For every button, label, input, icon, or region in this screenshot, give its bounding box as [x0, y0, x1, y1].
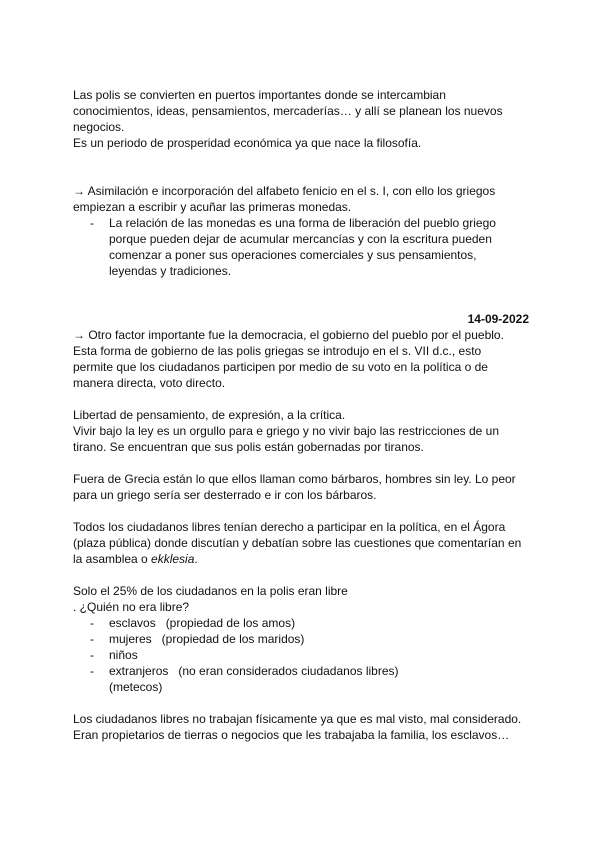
list-item-text: niños [109, 648, 138, 662]
text-line: para un griego sería ser desterrado e ir con los bárbaros. [73, 488, 377, 502]
date-heading: 14-09-2022 [467, 312, 529, 326]
list-item [73, 215, 496, 279]
text-line: porque pueden dejar de acumular mercancías y con la escritura pueden [109, 232, 492, 246]
text-line: → Otro factor importante fue la democracia, el gobierno del pueblo por el pueblo. [73, 328, 504, 342]
text-line: tirano. Se encuentran que sus polis están gobernadas por tiranos. [73, 440, 424, 454]
text-line: Libertad de pensamiento, de expresión, a la crítica. [73, 408, 346, 422]
text-line: conocimientos, ideas, pensamientos, mercaderías… y allí se planean los nuevos [73, 104, 503, 118]
text-line: empiezan a escribir y acuñar las primeras monedas. [73, 200, 352, 214]
text-line: Eran propietarios de tierras o negocios que les trabajaba la familia, los esclavos… [73, 728, 510, 742]
text-line: → Asimilación e incorporación del alfabeto fenicio en el s. I, con ello los griegos [73, 184, 496, 198]
text-fragment: la asamblea o [73, 552, 152, 566]
list-item [73, 663, 399, 695]
text-line: Fuera de Grecia están lo que ellos llaman como bárbaros, hombres sin ley. Lo peor [73, 472, 516, 486]
list-coins [73, 215, 496, 279]
paragraph-freedom [73, 407, 533, 455]
dash-bullet: - [90, 664, 94, 678]
dash-bullet: - [90, 648, 94, 662]
text-line: Vivir bajo la ley es un orgullo para e griego y no vivir bajo las restricciones de un [73, 424, 500, 438]
ekklesia-term: ekklesia [151, 552, 195, 566]
text-line: Los ciudadanos libres no trabajan físicamente ya que es mal visto, mal considerado. [73, 712, 522, 726]
text-line: leyendas y tradiciones. [109, 264, 232, 278]
list-item [73, 647, 399, 663]
dash-bullet: - [90, 216, 94, 230]
text-line: comenzar a poner sus operaciones comerciales y sus pensamientos, [109, 248, 477, 262]
text-line: Es un periodo de prosperidad económica ya que nace la filosofía. [73, 136, 422, 150]
list-item-text: esclavos (propiedad de los amos) [109, 616, 296, 630]
list-item-text: extranjeros (no eran considerados ciudadanos libres) [109, 664, 399, 678]
text-line [73, 551, 533, 567]
paragraph-barbarians [73, 471, 533, 503]
list-item-text: mujeres (propiedad de los maridos) [109, 632, 305, 646]
text-fragment: . [194, 552, 198, 566]
paragraph-democracy [73, 327, 533, 391]
paragraph-polis-ports [73, 87, 533, 151]
paragraph-work [73, 711, 533, 743]
dash-bullet: - [90, 616, 94, 630]
list-item-continuation: (metecos) [109, 680, 163, 694]
text-line: Las polis se convierten en puertos importantes donde se intercambian [73, 88, 446, 102]
text-line: Esta forma de gobierno de las polis griegas se introdujo en el s. VII d.c., esto [73, 344, 482, 358]
text-line: Todos los ciudadanos libres tenían derecho a participar en la política, en el Ágora [73, 520, 506, 534]
list-item [73, 615, 399, 631]
list-not-free [73, 615, 399, 695]
text-line: Solo el 25% de los ciudadanos en la polis eran libre [73, 584, 348, 598]
text-line: (plaza pública) donde discutían y debatían sobre las cuestiones que comentarían en [73, 536, 522, 550]
paragraph-alphabet [73, 183, 533, 215]
text-line: negocios. [73, 120, 125, 134]
list-item [73, 631, 399, 647]
text-line: permite que los ciudadanos participen por medio de su voto en la política o de [73, 360, 488, 374]
text-line: manera directa, voto directo. [73, 376, 226, 390]
text-line: . ¿Quién no era libre? [73, 600, 190, 614]
dash-bullet: - [90, 632, 94, 646]
text-line: La relación de las monedas es una forma de liberación del pueblo griego [109, 216, 496, 230]
paragraph-agora [73, 519, 533, 567]
paragraph-free-citizens [73, 583, 533, 615]
